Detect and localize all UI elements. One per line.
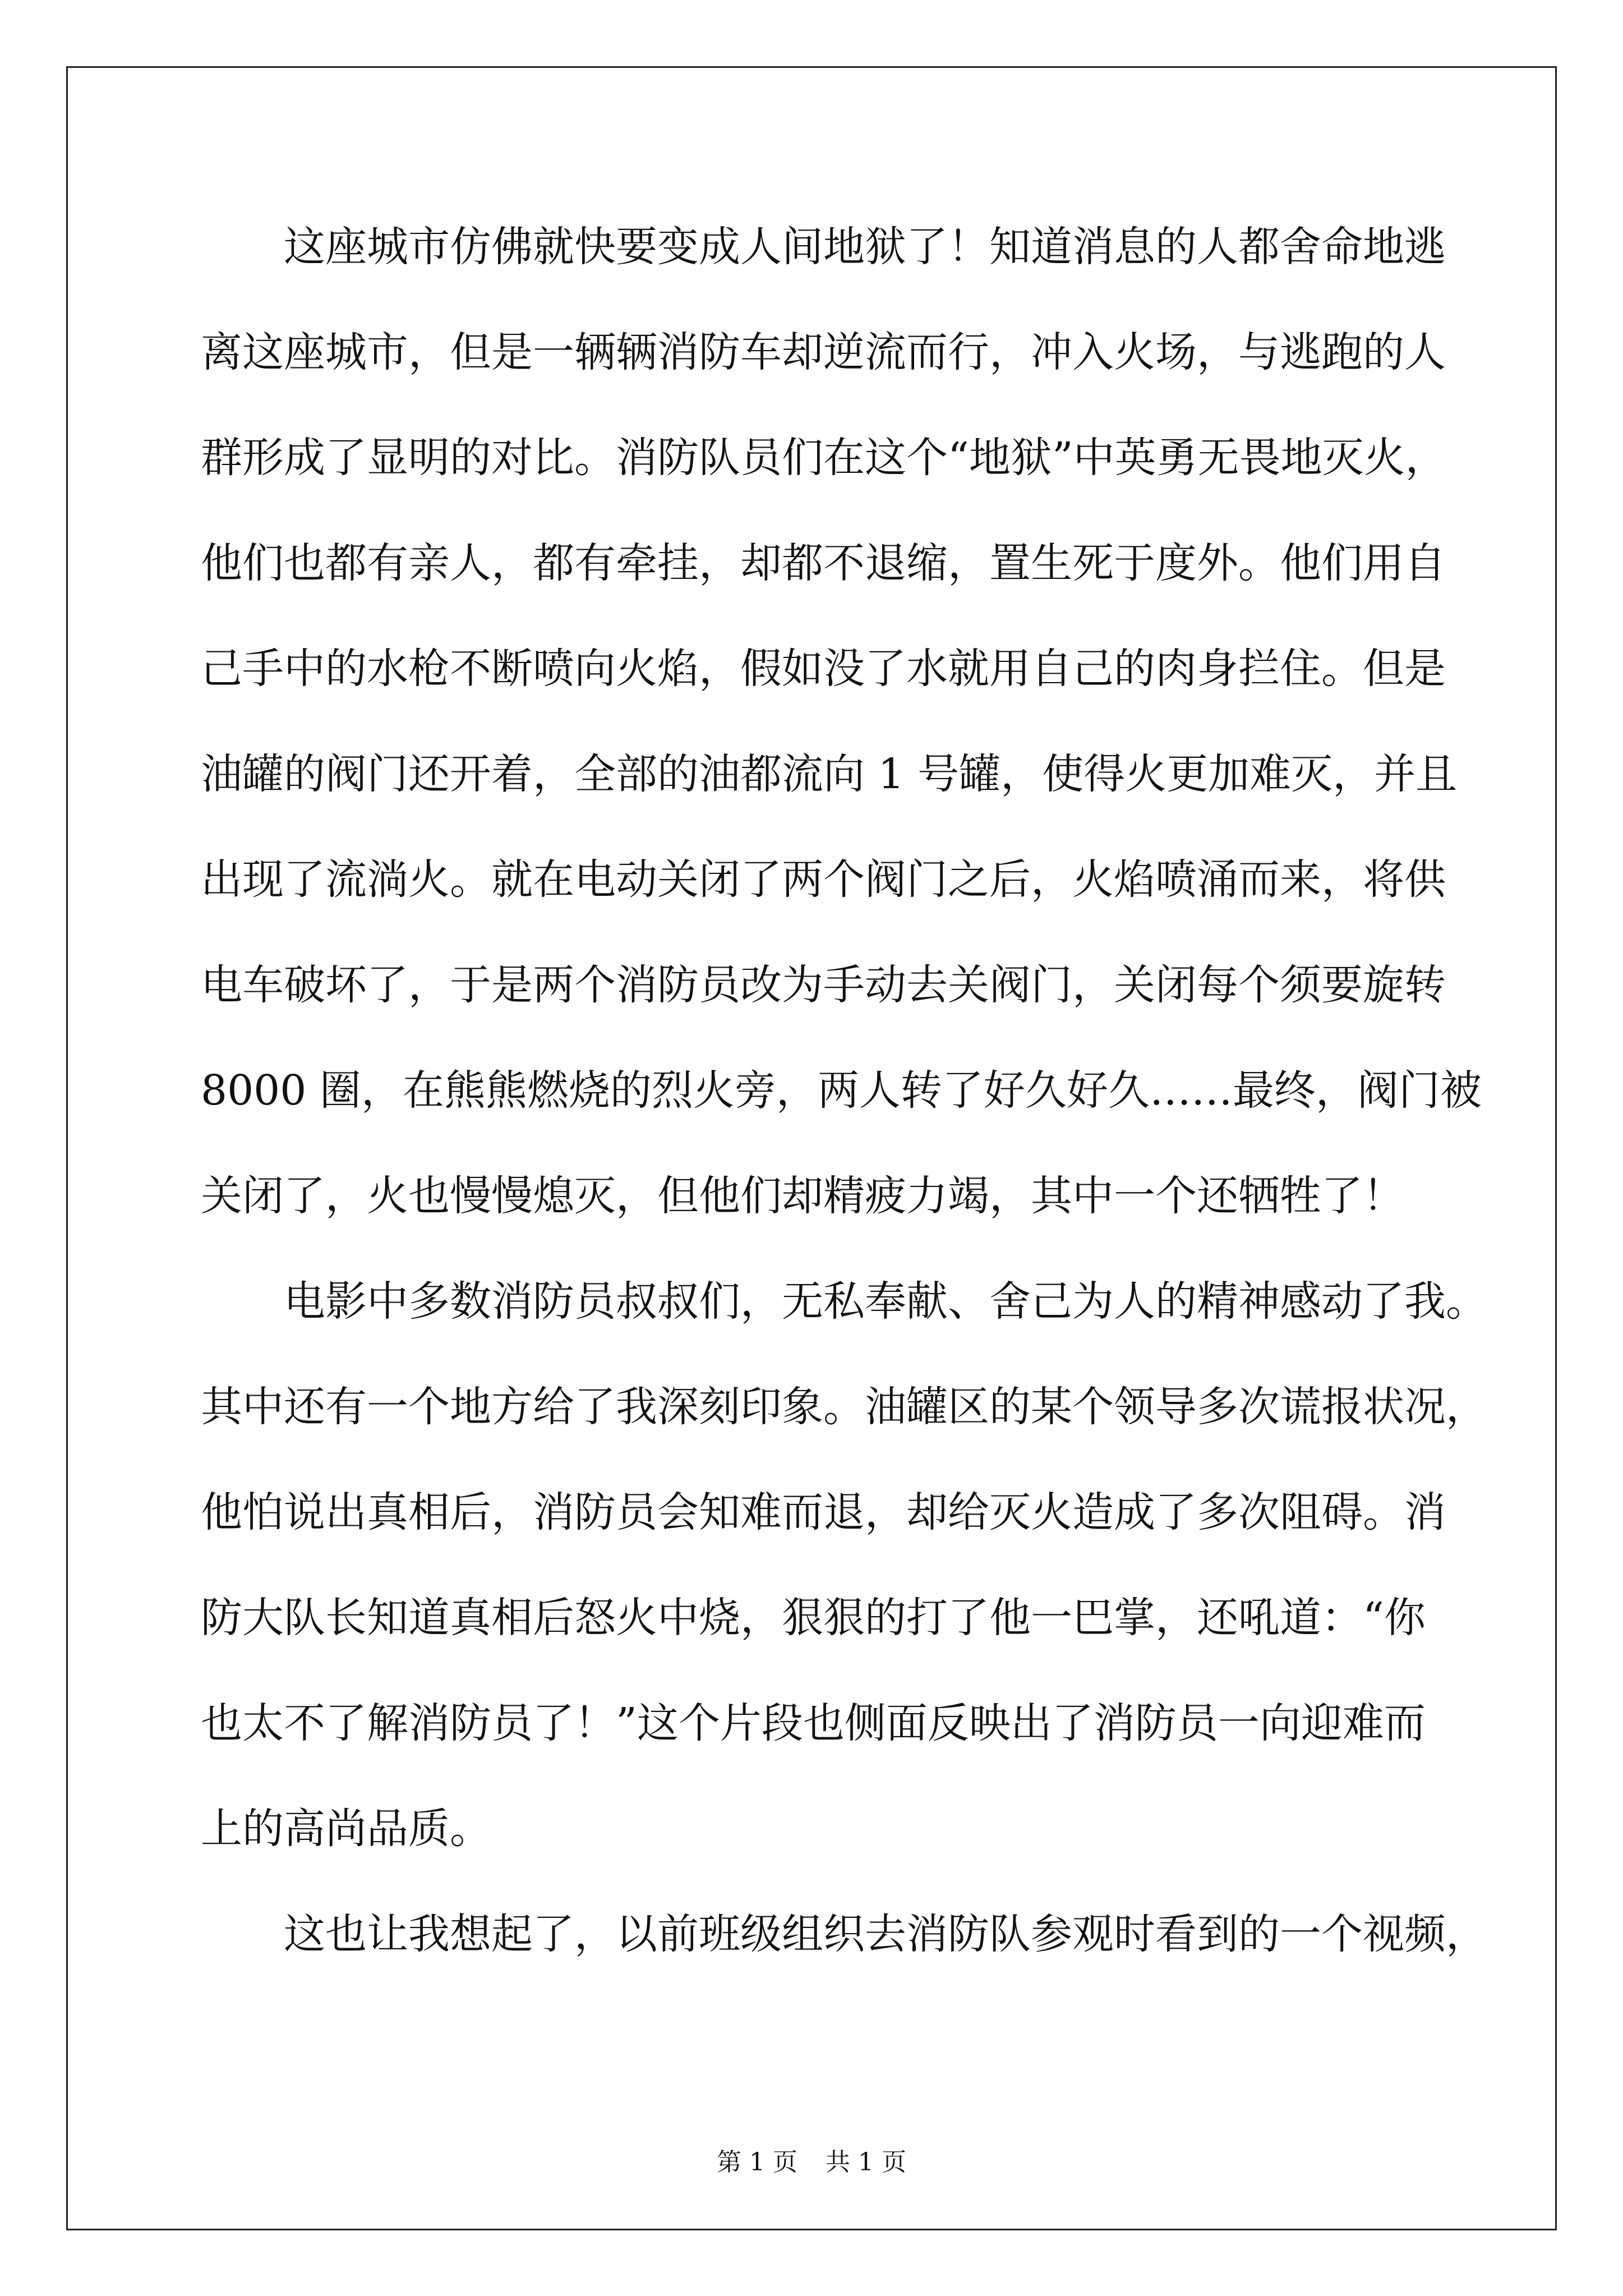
text-line: 其中还有一个地方给了我深刻印象。油罐区的某个领导多次谎报状况，: [201, 1383, 1487, 1431]
text-line: 也太不了解消防员了！”这个片段也侧面反映出了消防员一向迎难而: [201, 1699, 1426, 1747]
text-line: 群形成了显明的对比。消防队员们在这个“地狱”中英勇无畏地灭火，: [201, 434, 1447, 482]
text-line: 8000 圈，在熊熊燃烧的烈火旁，两人转了好久好久……最终，阀门被: [201, 1066, 1482, 1115]
text-line: 离这座城市，但是一辆辆消防车却逆流而行，冲入火场，与逃跑的人: [201, 328, 1446, 376]
text-line: 防大队长知道真相后怒火中烧，狠狠的打了他一巴掌，还吼道：“你: [201, 1594, 1426, 1642]
text-line: 这也让我想起了，以前班级组织去消防队参观时看到的一个视频，: [284, 1910, 1487, 1958]
text-line: 他怕说出真相后，消防员会知难而退，却给灭火造成了多次阻碍。消: [201, 1488, 1446, 1536]
text-line: 油罐的阀门还开着，全部的油都流向 1 号罐，使得火更加难灭，并且: [201, 750, 1458, 798]
text-line: 出现了流淌火。就在电动关闭了两个阀门之后，火焰喷涌而来，将供: [201, 855, 1446, 904]
text-line: 关闭了，火也慢慢熄灭，但他们却精疲力竭，其中一个还牺牲了！: [201, 1172, 1404, 1220]
text-line: 上的高尚品质。: [201, 1805, 491, 1853]
document-body: [201, 208, 1487, 2000]
page-number: 第 1 页: [717, 2148, 797, 2177]
text-line: 这座城市仿佛就快要变成人间地狱了！知道消息的人都舍命地逃: [284, 223, 1446, 271]
text-line: 己手中的水枪不断喷向火焰，假如没了水就用自己的肉身拦住。但是: [201, 645, 1446, 693]
text-line: 电影中多数消防员叔叔们，无私奉献、舍己为人的精神感动了我。: [284, 1277, 1487, 1326]
text-line: 电车破坏了，于是两个消防员改为手动去关阀门，关闭每个须要旋转: [201, 961, 1446, 1009]
page-footer: [0, 2142, 1623, 2178]
page-total: 共 1 页: [826, 2148, 906, 2177]
text-line: 他们也都有亲人，都有牵挂，却都不退缩，置生死于度外。他们用自: [201, 539, 1446, 587]
